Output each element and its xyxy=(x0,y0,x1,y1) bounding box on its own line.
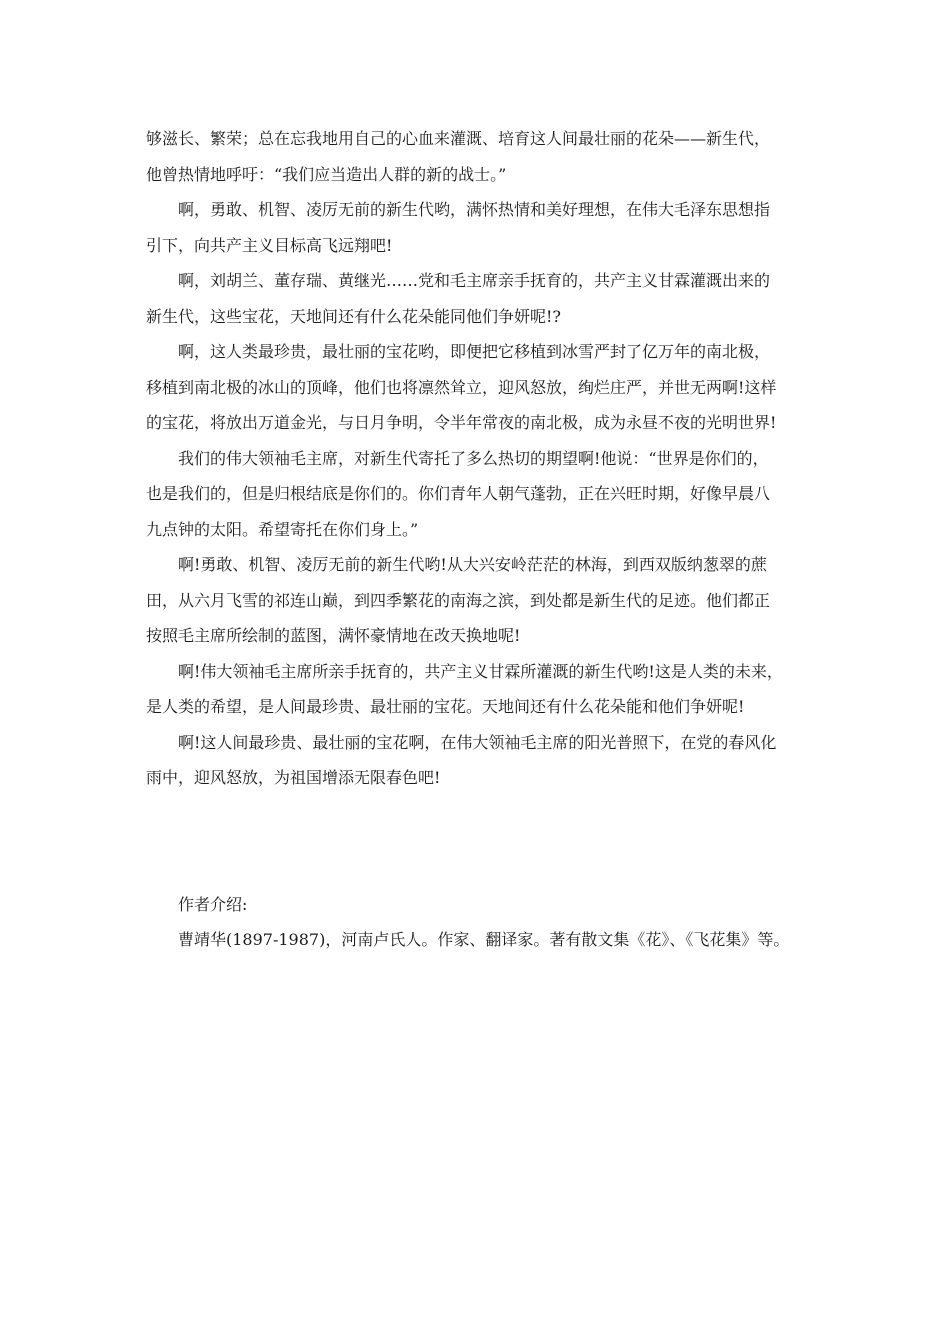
text-line: 啊!伟大领袖毛主席所亲手抚育的，共产主义甘霖所灌溉的新生代哟!这是人类的未来， xyxy=(178,661,783,681)
author-section xyxy=(146,887,836,957)
paragraph xyxy=(146,654,836,725)
text-line: 啊，这人类最珍贵，最壮丽的宝花哟，即便把它移植到冰雪严封了亿万年的南北极， xyxy=(178,342,771,361)
text-line: 的宝花，将放出万道金光，与日月争明，令半年常夜的南北极，成为永昼不夜的光明世界! xyxy=(146,413,777,432)
text-line: 够滋长、繁荣；总在忘我地用自己的心血来灌溉、培育这人间最壮丽的花朵——新生代， xyxy=(146,129,771,148)
text-line: 九点钟的太阳。希望寄托在你们身上。” xyxy=(146,519,419,539)
text-line: 移植到南北极的冰山的顶峰，他们也将凛然耸立，迎风怒放，绚烂庄严，并世无两啊!这样 xyxy=(146,377,777,397)
paragraph xyxy=(146,263,836,334)
text-line: 新生代，这些宝花，天地间还有什么花朵能同他们争妍呢!? xyxy=(146,306,562,326)
paragraph xyxy=(146,121,836,192)
paragraph xyxy=(146,547,836,654)
text-line: 啊，刘胡兰、董存瑞、黄继光……党和毛主席亲手抚育的，共产主义甘霖灌溉出来的 xyxy=(178,271,771,290)
paragraph xyxy=(146,334,836,441)
text-line: 啊!勇敢、机智、凌厉无前的新生代哟!从大兴安岭茫茫的林海，到西双版纳葱翠的蔗 xyxy=(178,555,767,574)
text-line: 啊!这人间最珍贵、最壮丽的宝花啊，在伟大领袖毛主席的阳光普照下，在党的春风化 xyxy=(178,732,777,752)
essay-body xyxy=(146,121,836,796)
text-line: 也是我们的，但是归根结底是你们的。你们青年人朝气蓬勃，正在兴旺时期，好像早晨八 xyxy=(146,484,771,503)
text-line: 啊，勇敢、机智、凌厉无前的新生代哟，满怀热情和美好理想，在伟大毛泽东思想指 xyxy=(178,200,771,219)
paragraph xyxy=(146,441,836,548)
author-heading: 作者介绍: xyxy=(178,895,248,914)
paragraph xyxy=(146,725,836,796)
text-line: 他曾热情地呼吁：“我们应当造出人群的新的战士。” xyxy=(146,164,507,184)
paragraph xyxy=(146,192,836,263)
author-bio: 曹靖华(1897-1987)，河南卢氏人。作家、翻译家。著有散文集《花》、《飞花集》等。 xyxy=(178,930,790,949)
text-line: 雨中，迎风怒放，为祖国增添无限春色吧! xyxy=(146,768,441,787)
text-line: 我们的伟大领袖毛主席，对新生代寄托了多么热切的期望啊!他说：“世界是你们的， xyxy=(178,448,769,468)
text-line: 按照毛主席所绘制的蓝图，满怀豪情地在改天换地呢! xyxy=(146,626,521,645)
text-line: 引下，向共产主义目标高飞远翔吧! xyxy=(146,235,393,255)
text-line: 田，从六月飞雪的祁连山巅，到四季繁花的南海之滨，到处都是新生代的足迹。他们都正 xyxy=(146,590,771,610)
text-line: 是人类的希望，是人间最珍贵、最壮丽的宝花。天地间还有什么花朵能和他们争妍呢! xyxy=(146,697,745,716)
